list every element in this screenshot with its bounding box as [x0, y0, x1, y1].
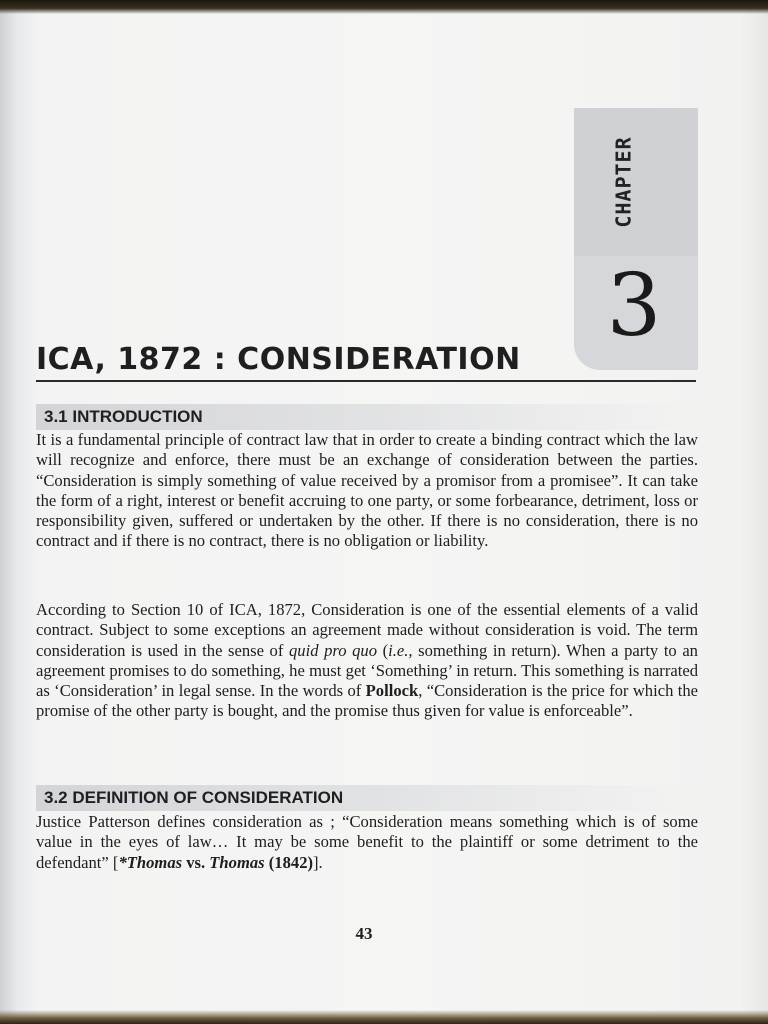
section-heading-introduction	[36, 404, 696, 430]
italic-term: quid pro quo	[288, 640, 377, 660]
chapter-number: 3	[606, 256, 662, 356]
text-run: (	[377, 640, 389, 660]
case-vs: vs.	[182, 852, 210, 872]
page-top-edge	[0, 0, 768, 14]
section-heading-text: 3.2 DEFINITION OF CONSIDERATION	[44, 788, 344, 807]
introduction-paragraph-1: It is a fundamental principle of contract law that in order to create a binding contract which the law will recognize and enforce, there must be an exchange of consideration between the parties. “Consideration is simply something of value received by a promisor from a promisee”. It can take the form of a right, interest or benefit accruing to one party, or some forbearance, detriment, loss or responsibility given, suffered or undertaken by the other. If there is no consideration, there is no contract and if there is no contract, there is no obligation or liability.	[36, 430, 698, 551]
text-run: something in return). When a party to an agreement promises to do something, he must get ‘Something’ in return. This something is narrated as ‘Consideration’ in legal sense. In the words of	[36, 640, 698, 701]
chapter-label: CHAPTER	[612, 136, 637, 228]
case-year: (1842)	[264, 852, 314, 872]
title-rule	[36, 380, 696, 382]
section-heading-text: 3.1 INTRODUCTION	[44, 407, 203, 426]
text-run: According to Section 10 of ICA, 1872, Consideration is one of the essential elements of a valid contract. Subject to some exceptions an agreement made without consideration is void. The term consideration is used in the sense of	[36, 600, 698, 660]
chapter-label-box	[604, 112, 644, 252]
case-party: Thomas	[209, 852, 265, 872]
introduction-paragraph-2	[36, 600, 698, 722]
text-run: , “Consideration is the price for which the promise of the other party is bought, and the promise thus given for value is enforceable”.	[36, 681, 698, 721]
bold-name: Pollock	[365, 681, 419, 701]
case-party: *Thomas	[118, 852, 183, 872]
chapter-title: ICA, 1872 : CONSIDERATION	[36, 342, 521, 377]
page-number: 43	[355, 924, 373, 943]
page-bottom-edge	[0, 1010, 768, 1024]
text-run: Justice Patterson defines consideration as ; “Consideration means something which is of some value in the eyes of law… It may be some benefit to the plaintiff or some detriment to the defendant” [	[36, 812, 698, 872]
italic-term: i.e.,	[388, 640, 413, 660]
text-run: ].	[313, 852, 323, 872]
definition-paragraph	[36, 812, 698, 873]
case-citation	[118, 853, 313, 872]
section-heading-definition	[36, 785, 696, 811]
